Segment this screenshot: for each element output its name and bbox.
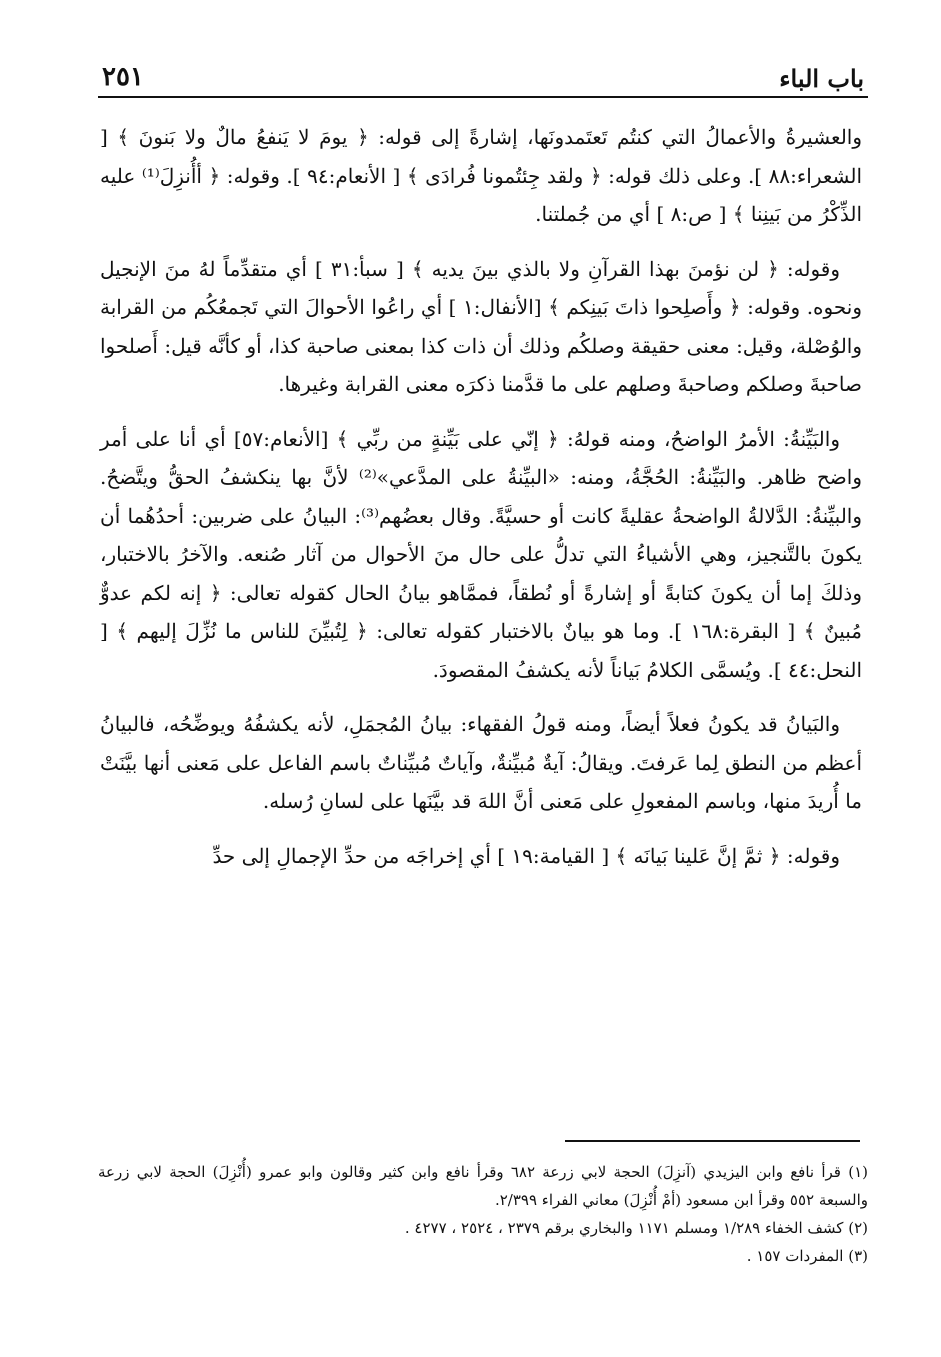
footnote: (٢) كشف الخفاء ١/٢٨٩ ومسلم ١١٧١ والبخاري برقم ٢٣٧٩ ، ٢٥٢٤ ، ٤٢٧٧ . — [404, 1219, 868, 1237]
paragraph: والعشيرةُ والأعمالُ التي كنتُم تَعتَمدونَها، إشارةً إلى قوله: ﴿ يومَ لا يَنفعُ مالٌ ولا بَنونَ ﴾ [ الشعراء:٨٨ ]. وعلى ذلك قوله: ﴿ ولقد جِئتُمونا فُرادَى ﴾ [ الأنعام:٩٤ ]. وقوله: ﴿ أأُنزِلَ⁽¹⁾ عليه الذِّكْرُ من بَينِنا ﴾ [ ص:٨ ] أي من جُملتنا. — [100, 125, 863, 226]
paragraph: والبَيانُ قد يكونُ فعلاً أيضاً، ومنه قولُ الفقهاء: بيانُ المُجمَلِ، لأنه يكشفُهُ ويوضِّحُه، فالبيانُ أعظم من النطق لِما عَرفتَ. ويقالُ: آيةٌ مُبيِّنةٌ، وآياتٌ مُبيِّناتٌ باسم الفاعل على مَعنى أنها بيَّنَتْ ما أُريدَ منها، وباسم المفعولِ على مَعنى أنَّ اللهَ قد بيَّنَها على لسانِ رُسله. — [100, 712, 862, 813]
footnote: (١) قرأ نافع وابن اليزيدي (آنزِلَ) الحجة لابي زرعة ٦٨٢ وقرأ نافع وابن كثير وقالون وابو عمرو (أُنْزِلَ) الحجة لابي زرعة والسبعة ٥٥٢ وقرأ ابن مسعود (أمْ أُنْزِلَ) معاني الفراء ٢/٣٩٩. — [98, 1163, 868, 1209]
footnote-divider — [565, 1140, 860, 1142]
main-text — [100, 118, 862, 891]
chapter-title: باب الباء — [779, 64, 864, 93]
footnote: (٣) المفردات ١٥٧ . — [746, 1247, 868, 1265]
paragraph: وقوله: ﴿ ثمَّ إنَّ عَلينا بَيانَه ﴾ [ القيامة:١٩ ] أي إخراجَه من حدِّ الإجمالِ إلى حدِّ — [212, 843, 840, 868]
page-number: ٢٥١ — [102, 62, 144, 92]
paragraph: والبَيِّنةُ: الأمرُ الواضحُ، ومنه قولهُ: ﴿ إنّي على بَيِّنةٍ من ربِّي ﴾ [الأنعام:٥٧] أي أنا على أمر واضح ظاهر. والبَيِّنةُ: الحُجَّةُ، ومنه: «البيِّنةُ على المدَّعي»⁽²⁾ لأنَّ بها ينكشفُ الحقُّ ويتَّضحُ. والبيِّنةُ: الدَّلالةُ الواضحةُ عقليةً كانت أو حسيَّةً. وقال بعضُهم⁽³⁾: البيانُ على ضربين: أحدُهُما أن يكونَ بالتَّنجيز، وهي الأشياءُ التي تدلُّ على حال منَ الأحوال من آثار صُنعه. والآخرُ بالاختبار، وذلكَ إما أن يكونَ كتابةً أو إشارةً أو نُطقاً، فممَّاهو بيانُ الحال كقوله تعالى: ﴿ إنه لكم عدوٌّ مُبينٌ ﴾ [ البقرة:١٦٨ ]. وما هو بيانٌ بالاختبار كقوله تعالى: ﴿ لِتُبيِّنَ للناس ما نُزِّلَ إليهم ﴾ [ النحل:٤٤ ]. ويُسمَّى الكلامُ بَياناً لأنه يكشفُ المقصودَ. — [100, 426, 862, 682]
footnotes — [98, 1158, 868, 1270]
paragraph: وقوله: ﴿ لن نؤمنَ بهذا القرآنِ ولا بالذي بينَ يديه ﴾ [ سبأ:٣١ ] أي متقدِّماً لهُ منَ الإنجيل ونحوه. وقوله: ﴿ وأَصلِحوا ذاتَ بَينِكم ﴾ [الأنفال:١ ] أي راعُوا الأحوالَ التي تَجمعُكُم من القرابة والوُصْلة، وقيل: معنى حقيقة وصلكُم وذلك أن ذات كذا بمعنى صاحبة كذا، أو كأنَّه قيل: أَصلحوا صاحبةَ وصلكم وصاحبةَ وصلهم على ما قدَّمنا ذكرَه معنى القرابة وغيرها. — [100, 256, 862, 396]
page-header — [98, 62, 868, 98]
